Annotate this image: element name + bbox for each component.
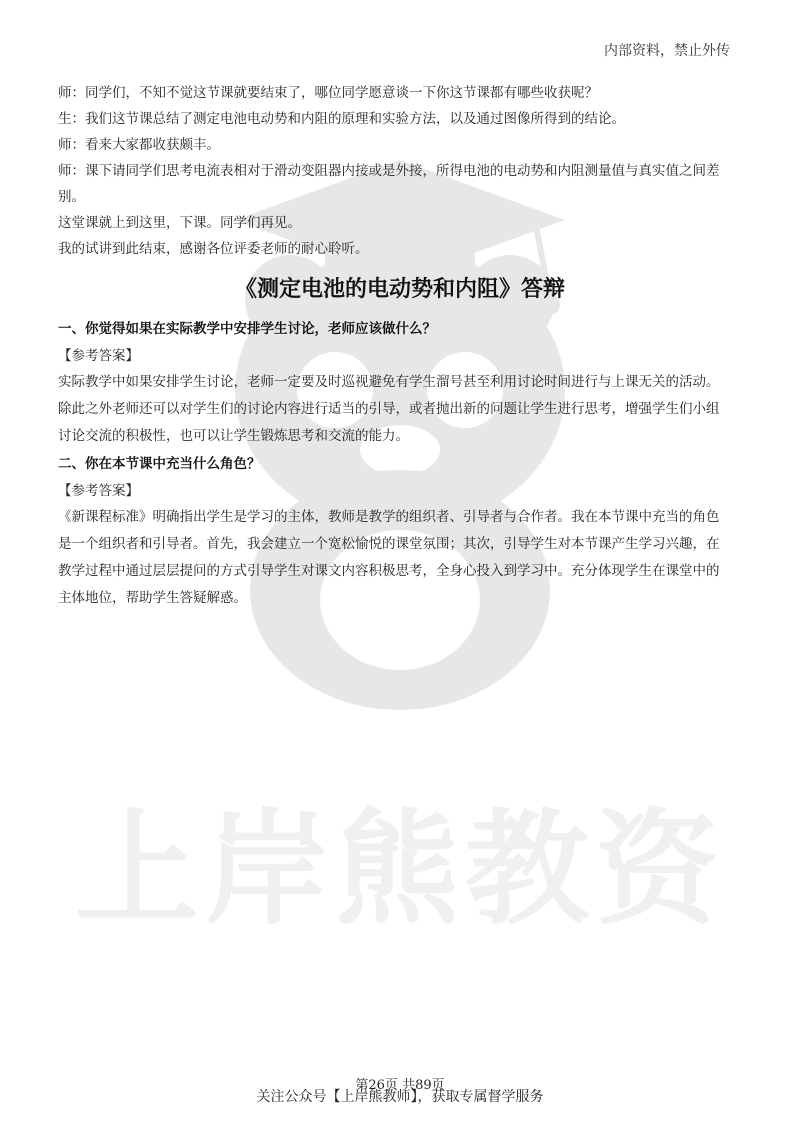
dialogue-line: 别。 (58, 189, 85, 205)
answer-label: 【参考答案】 (58, 483, 139, 499)
answer-line: 除此之外老师还可以对学生们的讨论内容进行适当的引导，或者抛出新的问题让学生进行思考，增强学生们小组 (58, 401, 720, 417)
answer-label: 【参考答案】 (58, 348, 139, 364)
question-heading: 一、你觉得如果在实际教学中安排学生讨论，老师应该做什么？ (58, 321, 436, 337)
answer-line: 《新课程标准》明确指出学生是学习的主体，教师是教学的组织者、引导者与合作者。我在本节课中充当的角色 (58, 509, 720, 525)
dialogue-line: 师：课下请同学们思考电流表相对于滑动变阻器内接或是外接，所得电池的电动势和内阻测量值与真实值之间差 (58, 163, 720, 179)
answer-line: 教学过程中通过层层提问的方式引导学生对课文内容积极思考，全身心投入到学习中。充分体现学生在课堂中的 (58, 563, 720, 579)
dialogue-line: 师：同学们，不知不觉这节课就要结束了，哪位同学愿意谈一下你这节课都有哪些收获呢？ (58, 85, 598, 101)
dialogue-line: 师：看来大家都收获颇丰。 (58, 137, 220, 153)
dialogue-line: 生：我们这节课总结了测定电池电动势和内阻的原理和实验方法，以及通过图像所得到的结论。 (58, 111, 625, 127)
page-content (58, 80, 742, 612)
question-heading: 二、你在本节课中充当什么角色？ (58, 456, 261, 472)
follow-notice: 关注公众号【上岸熊教师】，获取专属督学服务 (256, 1089, 544, 1105)
answer-line: 是一个组织者和引导者。首先，我会建立一个宽松愉悦的课堂氛围；其次，引导学生对本节课产生学习兴趣，在 (58, 536, 720, 552)
dialogue-line: 这堂课就上到这里，下课。同学们再见。 (58, 215, 301, 231)
page-number: 第26页 共89页 (355, 1078, 445, 1093)
answer-line: 主体地位，帮助学生答疑解惑。 (58, 590, 247, 606)
dialogue-line: 我的试讲到此结束，感谢各位评委老师的耐心聆听。 (58, 241, 369, 257)
answer-line: 讨论交流的积极性，也可以让学生锻炼思考和交流的能力。 (58, 428, 409, 444)
brand-watermark-text: 上岸熊教资 (74, 798, 725, 942)
section-title: 《测定电池的电动势和内阻》答辩 (234, 277, 565, 302)
confidential-note: 内部资料，禁止外传 (604, 43, 730, 59)
answer-line: 实际教学中如果安排学生讨论，老师一定要及时巡视避免有学生溜号甚至利用讨论时间进行与上课无关的活动。 (58, 374, 720, 390)
